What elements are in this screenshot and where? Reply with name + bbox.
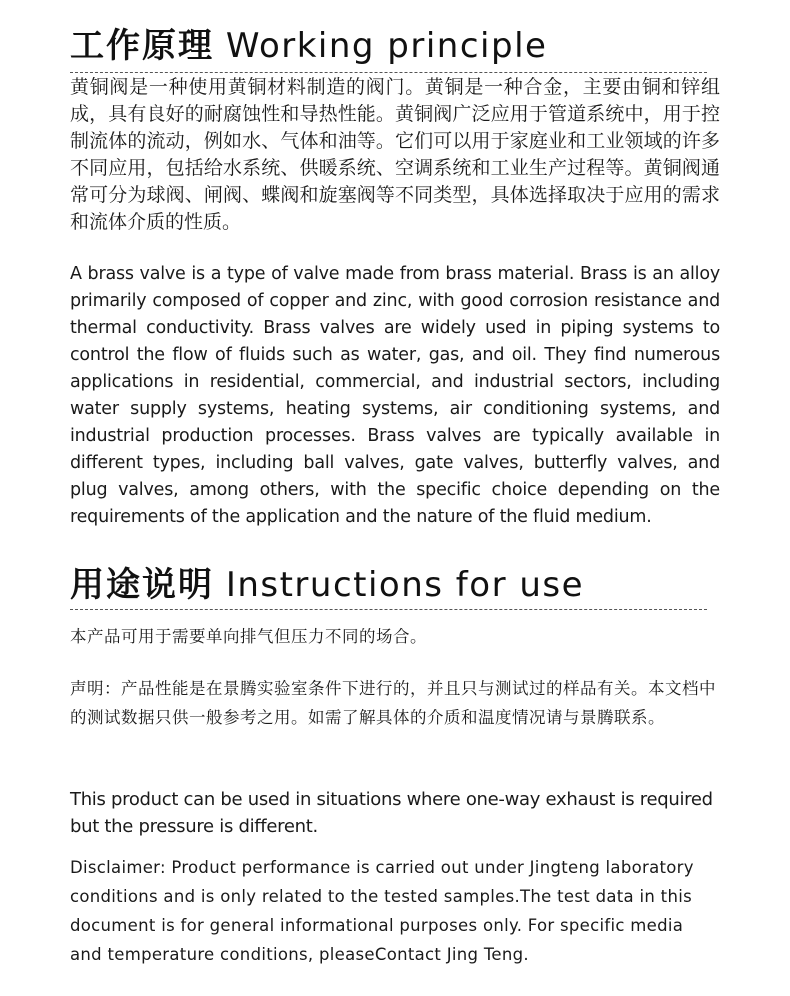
disclaimer-text-en: Disclaimer: Product performance is carried out under Jingteng laboratory conditions and is only related to the tested samples.The test data in this document is for general informational purposes only. For specific media and temperature conditions, pleaseContact Jing Teng. (70, 858, 694, 964)
disclaimer-text-cn: 声明：产品性能是在景腾实验室条件下进行的，并且只与测试过的样品有关。本文档中的测试数据只供一般参考之用。如需了解具体的介质和温度情况请与景腾联系。 (70, 679, 716, 727)
instructions-heading (70, 565, 720, 605)
working-principle-paragraph-en: A brass valve is a type of valve made from brass material. Brass is an alloy primarily composed of copper and zinc, with good corrosion resistance and thermal conductivity. Brass valves are widely used in piping systems to control the flow of fluids such as water, gas, and oil. They find numerous applications in residential, commercial, and industrial sectors, including water supply systems, heating systems, air conditioning systems, and industrial production processes. Brass valves are typically available in different types, including ball valves, gate valves, butterfly valves, and plug valves, among others, with the specific choice depending on the requirements of the application and the nature of the fluid medium. (70, 264, 720, 527)
instructions-heading-cn: 用途说明 (70, 565, 214, 605)
working-principle-divider (70, 72, 707, 73)
working-principle-heading-en: Working principle (225, 26, 548, 66)
instructions-heading-en: Instructions for use (225, 565, 585, 605)
instructions-divider (70, 609, 707, 610)
working-principle-heading (70, 26, 720, 66)
usage-text-en: This product can be used in situations where one-way exhaust is required but the pressure is different. (70, 789, 713, 837)
usage-text-cn: 本产品可用于需要单向排气但压力不同的场合。 (70, 627, 427, 646)
working-principle-heading-cn: 工作原理 (70, 26, 214, 66)
working-principle-paragraph-cn: 黄铜阀是一种使用黄铜材料制造的阀门。黄铜是一种合金，主要由铜和锌组成，具有良好的耐腐蚀性和导热性能。黄铜阀广泛应用于管道系统中，用于控制流体的流动，例如水、气体和油等。它们可以用于家庭业和工业领域的许多不同应用，包括给水系统、供暖系统、空调系统和工业生产过程等。黄铜阀通常可分为球阀、闸阀、蝶阀和旋塞阀等不同类型，具体选择取决于应用的需求和流体介质的性质。 (70, 76, 720, 233)
